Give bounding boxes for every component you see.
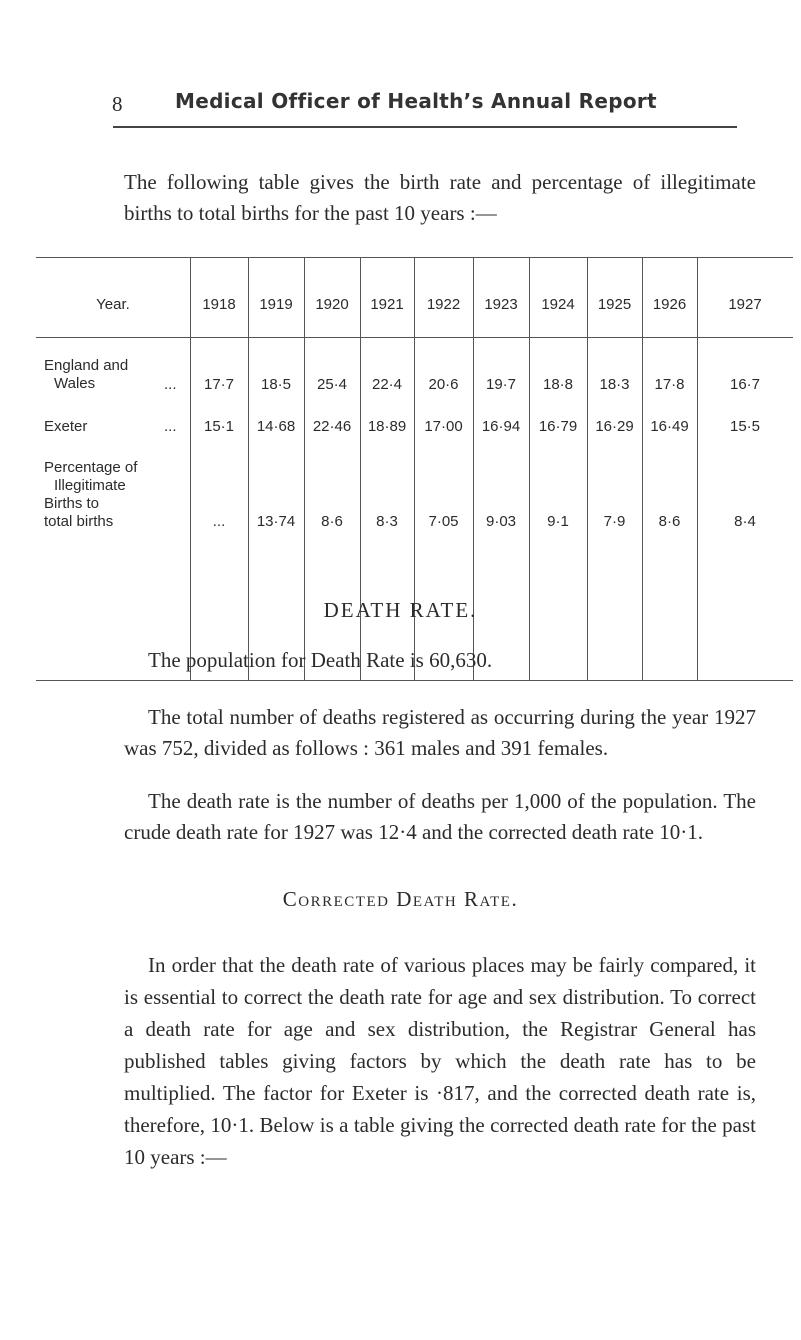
table-cell: 8·4 xyxy=(734,513,756,530)
table-cell: 18·5 xyxy=(260,376,292,393)
year-1919: 1919 xyxy=(259,296,293,313)
row-label-percentage-illegitimate xyxy=(44,459,137,531)
row-label-exeter xyxy=(44,418,87,436)
death-rate-heading: DEATH RATE. xyxy=(323,598,478,622)
table-cell: 16·94 xyxy=(481,418,521,435)
year-header: Year. xyxy=(96,296,130,313)
year-1924: 1924 xyxy=(541,296,575,313)
table-cell: 17·7 xyxy=(203,376,235,393)
row-label-line: Wales xyxy=(54,375,96,392)
table-cell: 13·74 xyxy=(256,513,296,530)
table-cell: 15·5 xyxy=(729,418,761,435)
year-1920: 1920 xyxy=(315,296,349,313)
corrected-death-rate-paragraph: In order that the death rate of various places may be fairly compared, it is essential to correct the death rate for age and sex distribution. To correct a death rate for age and sex distribution, the Registrar General has published tables giving factors by which the death rate has to be multiplied. The factor for Exeter is ·817, and the corrected death rate is, therefore, 10·1. Below is a table giving the corrected death rate for the past 10 years :— xyxy=(124,953,756,1169)
population-paragraph: The population for Death Rate is 60,630. xyxy=(148,648,493,672)
table-cell: 18·3 xyxy=(599,376,630,393)
row-label-england-wales xyxy=(44,357,128,393)
table-cell: 20·6 xyxy=(428,376,459,393)
page-header xyxy=(112,89,752,122)
table-bottom-rule xyxy=(36,680,793,681)
table-cell: 17·8 xyxy=(654,376,685,393)
table-cell: 18·89 xyxy=(367,418,407,435)
table-cell: 7·05 xyxy=(428,513,459,530)
table-cell: 9·1 xyxy=(547,513,569,530)
table-cell: 8·6 xyxy=(321,513,343,530)
year-1921: 1921 xyxy=(370,296,404,313)
rate-paragraph: The death rate is the number of deaths per 1,000 of the population. The crude death rate for 1927 was 12·4 and the corrected death rate 10·1. xyxy=(124,789,756,844)
deaths-paragraph: The total number of deaths registered as occurring during the year 1927 was 752, divided as follows : 361 males and 391 females. xyxy=(124,705,756,760)
table-cell: 15·1 xyxy=(203,418,235,435)
table-cell: 7·9 xyxy=(603,513,626,530)
table-cell: 14·68 xyxy=(256,418,296,435)
table-cell: 22·46 xyxy=(312,418,352,435)
year-1922: 1922 xyxy=(426,296,461,313)
row-label-line: total births xyxy=(44,513,114,530)
table-cell: ... xyxy=(212,513,226,530)
header-rule xyxy=(113,126,737,128)
corrected-death-rate-heading: Corrected Death Rate. xyxy=(282,887,519,911)
table-cell: 16·79 xyxy=(538,418,578,435)
year-1918: 1918 xyxy=(202,296,236,313)
table-cell: 22·4 xyxy=(371,376,403,393)
intro-paragraph: The following table gives the birth rate and percentage of illegitimate births to total births for the past 10 years :— xyxy=(124,170,756,225)
page-number: 8 xyxy=(112,92,123,116)
table-cell: 17·00 xyxy=(424,418,463,435)
table-cell: 18·8 xyxy=(542,376,574,393)
row-label-line: England and xyxy=(44,357,129,374)
table-cell: 9·03 xyxy=(485,513,517,530)
table-cell: 8·6 xyxy=(658,513,681,530)
row-label-line: Percentage of xyxy=(44,459,138,476)
table-cell: 16·49 xyxy=(650,418,689,435)
row-label-line: Illegitimate xyxy=(54,477,126,494)
running-title: Medical Officer of Health’s Annual Report xyxy=(175,89,657,113)
row-label-line: Births to xyxy=(44,495,100,512)
year-1925: 1925 xyxy=(597,296,632,313)
table-cell: 19·7 xyxy=(485,376,517,393)
table-cell: 25·4 xyxy=(316,376,348,393)
table-cell: 16·7 xyxy=(729,376,761,393)
year-1927: 1927 xyxy=(728,296,762,313)
table-cell: 16·29 xyxy=(595,418,634,435)
year-1926: 1926 xyxy=(652,296,687,313)
leader-dots: ... xyxy=(164,418,177,435)
leader-dots: ... xyxy=(164,376,177,393)
table-cell: 8·3 xyxy=(376,513,398,530)
row-label-line: Exeter xyxy=(44,418,88,435)
year-1923: 1923 xyxy=(484,296,518,313)
